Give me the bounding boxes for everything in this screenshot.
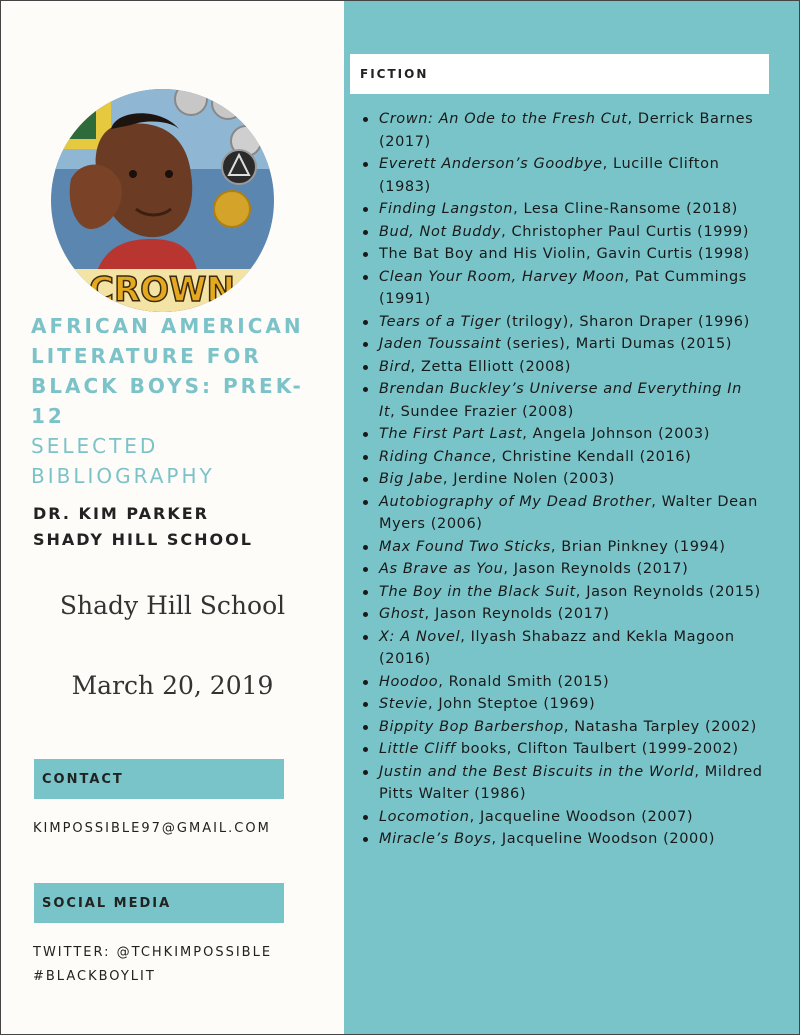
book-list-item xyxy=(363,153,763,198)
book-title: Hoodoo xyxy=(379,673,439,690)
book-title: Miracle’s Boys xyxy=(379,831,492,847)
book-title: Clean Your Room, Harvey Moon xyxy=(379,268,625,285)
book-details: , Ronald Smith (2015) xyxy=(438,673,610,690)
book-details: , Jacqueline Woodson (2000) xyxy=(491,831,715,847)
book-list-item xyxy=(363,333,763,356)
bibliography-subtitle-line1: SELECTED xyxy=(31,434,159,458)
book-details: , Walter Dean Myers (2006) xyxy=(379,493,758,532)
book-list-item xyxy=(363,693,763,716)
book-title: Bippity Bop Barbershop xyxy=(379,718,564,735)
book-list-item xyxy=(363,828,763,851)
book-title: Bud, Not Buddy xyxy=(379,223,502,240)
book-details: , Zetta Elliott (2008) xyxy=(410,358,571,375)
book-details: , Jason Reynolds (2017) xyxy=(503,561,689,577)
author-school: SHADY HILL SCHOOL xyxy=(33,530,253,549)
book-title: Stevie xyxy=(379,696,428,712)
book-title: The Boy in the Black Suit xyxy=(379,583,576,600)
book-title: Tears of a Tiger xyxy=(379,313,501,330)
book-details: , Jerdine Nolen (2003) xyxy=(442,471,615,487)
book-list-item xyxy=(363,671,763,694)
book-list-item xyxy=(363,558,763,581)
book-details: , Natasha Tarpley (2002) xyxy=(563,718,757,735)
author-block xyxy=(33,501,253,553)
book-list-item xyxy=(363,581,763,604)
book-details: , Christine Kendall (2016) xyxy=(491,448,692,465)
social-media-header: SOCIAL MEDIA xyxy=(34,883,284,923)
book-list-item xyxy=(363,491,763,536)
event-date: March 20, 2019 xyxy=(71,671,274,700)
social-media-block xyxy=(33,941,272,989)
left-panel xyxy=(1,1,344,1034)
book-title: Crown: An Ode to the Fresh Cut xyxy=(379,111,628,127)
book-title: Finding Langston xyxy=(379,201,514,217)
book-title: Ghost xyxy=(379,606,425,622)
book-list-item xyxy=(363,221,763,244)
book-title: Little Cliff xyxy=(379,741,456,757)
cover-title-lettering: CROWN xyxy=(89,270,235,310)
book-details: , Lucille Clifton (1983) xyxy=(379,156,720,195)
bibliography-subtitle-line2: BIBLIOGRAPHY xyxy=(31,464,215,488)
fiction-book-list xyxy=(363,108,763,851)
book-list-item xyxy=(363,311,763,334)
book-list-item xyxy=(363,446,763,469)
book-details: , Pat Cummings (1991) xyxy=(379,268,747,307)
book-list-item xyxy=(363,266,763,311)
book-details: , Jason Reynolds (2017) xyxy=(424,606,610,622)
crown-cover-illustration xyxy=(51,89,274,312)
book-list-item xyxy=(363,536,763,559)
book-details: books, Clifton Taulbert (1999-2002) xyxy=(455,741,739,757)
book-details: , Ilyash Shabazz and Kekla Magoon (2016) xyxy=(379,628,735,667)
book-list-item xyxy=(363,738,763,761)
book-list-item xyxy=(363,423,763,446)
book-details: , Brian Pinkney (1994) xyxy=(550,538,726,555)
book-title: Riding Chance xyxy=(379,448,492,465)
book-details: , Angela Johnson (2003) xyxy=(522,426,710,442)
book-title: Big Jabe xyxy=(379,471,443,487)
book-title: Justin and the Best Biscuits in the World xyxy=(379,763,695,780)
book-list-item xyxy=(363,198,763,221)
book-list-item xyxy=(363,243,763,266)
book-details: (trilogy), Sharon Draper (1996) xyxy=(500,313,750,330)
book-title: Everett Anderson’s Goodbye xyxy=(379,156,603,172)
book-list-item xyxy=(363,716,763,739)
book-details: , John Steptoe (1969) xyxy=(427,696,596,712)
book-title: Autobiography of My Dead Brother xyxy=(379,493,652,510)
book-title: X: A Novel xyxy=(379,628,461,645)
author-name: DR. KIM PARKER xyxy=(33,504,209,523)
book-details: , Christopher Paul Curtis (1999) xyxy=(501,223,750,240)
twitter-handle: TWITTER: @TCHKIMPOSSIBLE xyxy=(33,945,273,960)
bibliography-title-block xyxy=(31,311,331,491)
book-details: , Lesa Cline-Ransome (2018) xyxy=(513,201,738,217)
book-list-item xyxy=(363,626,763,671)
book-details: , Mildred Pitts Walter (1986) xyxy=(379,763,763,802)
book-details: , Jason Reynolds (2015) xyxy=(575,583,761,600)
fiction-header: FICTION xyxy=(350,54,769,94)
hashtag: #BLACKBOYLIT xyxy=(33,969,156,984)
book-list-item xyxy=(363,108,763,153)
school-name: Shady Hill School xyxy=(59,591,286,620)
book-title: Max Found Two Sticks xyxy=(379,538,551,555)
book-list-item xyxy=(363,378,763,423)
bibliography-title: AFRICAN AMERICAN LITERATURE FOR BLACK BOYS: PREK-12 xyxy=(31,314,304,428)
book-details: , Sundee Frazier (2008) xyxy=(390,403,574,420)
book-details: , Jacqueline Woodson (2007) xyxy=(469,808,694,825)
contact-email: KIMPOSSIBLE97@GMAIL.COM xyxy=(33,821,271,836)
book-title: Locomotion xyxy=(379,808,470,825)
book-list-item xyxy=(363,603,763,626)
book-list-item xyxy=(363,468,763,491)
book-list-item xyxy=(363,761,763,806)
book-title: Jaden Toussaint xyxy=(379,336,502,352)
book-title: Bird xyxy=(379,358,411,375)
book-title: Brendan Buckley’s Universe and Everything In It xyxy=(379,381,742,420)
contact-header: CONTACT xyxy=(34,759,284,799)
book-details: The Bat Boy and His Violin, Gavin Curtis (1998) xyxy=(379,246,750,262)
book-title: As Brave as You xyxy=(379,561,504,577)
book-details: (series), Marti Dumas (2015) xyxy=(501,336,733,352)
book-details: , Derrick Barnes (2017) xyxy=(379,111,754,150)
book-title: The First Part Last xyxy=(379,426,523,442)
book-list-item xyxy=(363,356,763,379)
book-cover-image xyxy=(51,89,274,312)
book-list-item xyxy=(363,806,763,829)
